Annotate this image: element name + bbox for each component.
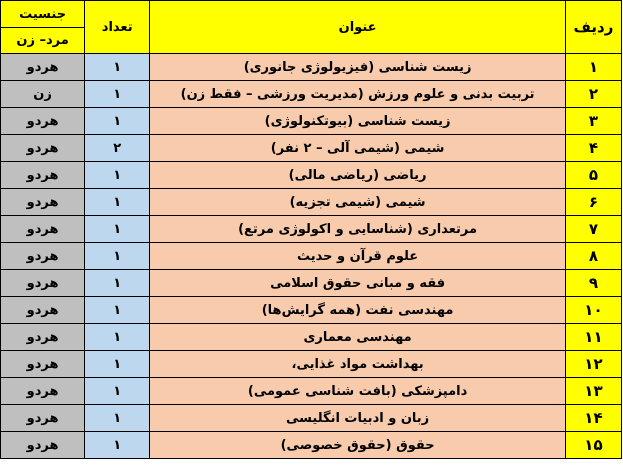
gender-cell: هردو — [1, 162, 85, 189]
header-row-1 — [1, 1, 622, 28]
count-cell: ۱ — [85, 297, 150, 324]
title-cell: زبان و ادبیات انگلیسی — [150, 405, 566, 432]
gender-cell: هردو — [1, 324, 85, 351]
gender-cell: هردو — [1, 108, 85, 135]
gender-cell: هردو — [1, 135, 85, 162]
title-cell: بهداشت مواد غذایی، — [150, 351, 566, 378]
table-row — [1, 216, 622, 243]
title-cell: دامپزشکی (بافت شناسی عمومی) — [150, 378, 566, 405]
header-row-number: ردیف — [565, 1, 621, 54]
header-gender-options: مرد– زن — [1, 28, 85, 54]
count-cell: ۱ — [85, 324, 150, 351]
gender-cell: هردو — [1, 432, 85, 459]
row-number-cell: ۱۵ — [565, 432, 621, 459]
title-cell: شیمی (شیمی تجزیه) — [150, 189, 566, 216]
row-number-cell: ۱۳ — [565, 378, 621, 405]
table-row — [1, 189, 622, 216]
header-title: عنوان — [150, 1, 566, 54]
row-number-cell: ۵ — [565, 162, 621, 189]
table-row — [1, 243, 622, 270]
gender-cell: هردو — [1, 54, 85, 81]
table-body — [1, 54, 622, 459]
gender-cell: هردو — [1, 405, 85, 432]
row-number-cell: ۸ — [565, 243, 621, 270]
table-row — [1, 54, 622, 81]
title-cell: تربیت بدنی و علوم ورزش (مدیریت ورزشی – فقط زن) — [150, 81, 566, 108]
gender-cell: هردو — [1, 216, 85, 243]
count-cell: ۱ — [85, 162, 150, 189]
table-row — [1, 270, 622, 297]
count-cell: ۱ — [85, 81, 150, 108]
count-cell: ۱ — [85, 189, 150, 216]
count-cell: ۱ — [85, 405, 150, 432]
title-cell: مرتعداری (شناسایی و اکولوژی مرتع) — [150, 216, 566, 243]
title-cell: زیست شناسی (فیزیولوژی جانوری) — [150, 54, 566, 81]
count-cell: ۱ — [85, 216, 150, 243]
title-cell: حقوق (حقوق خصوصی) — [150, 432, 566, 459]
count-cell: ۱ — [85, 351, 150, 378]
row-number-cell: ۱۰ — [565, 297, 621, 324]
table-row — [1, 297, 622, 324]
title-cell: زیست شناسی (بیوتکنولوژی) — [150, 108, 566, 135]
count-cell: ۱ — [85, 108, 150, 135]
header-gender: جنسیت — [1, 1, 85, 28]
row-number-cell: ۱۲ — [565, 351, 621, 378]
table-row — [1, 135, 622, 162]
title-cell: مهندسی نفت (همه گرایش‌ها) — [150, 297, 566, 324]
gender-cell: زن — [1, 81, 85, 108]
count-cell: ۱ — [85, 54, 150, 81]
row-number-cell: ۶ — [565, 189, 621, 216]
row-number-cell: ۹ — [565, 270, 621, 297]
table-row — [1, 108, 622, 135]
title-cell: مهندسی معماری — [150, 324, 566, 351]
table-row — [1, 351, 622, 378]
title-cell: علوم قرآن و حدیث — [150, 243, 566, 270]
row-number-cell: ۱۴ — [565, 405, 621, 432]
table-row — [1, 162, 622, 189]
row-number-cell: ۴ — [565, 135, 621, 162]
title-cell: شیمی (شیمی آلی – ۲ نفر) — [150, 135, 566, 162]
gender-cell: هردو — [1, 270, 85, 297]
gender-cell: هردو — [1, 297, 85, 324]
gender-cell: هردو — [1, 378, 85, 405]
row-number-cell: ۱۱ — [565, 324, 621, 351]
title-cell: ریاضی (ریاضی مالی) — [150, 162, 566, 189]
gender-cell: هردو — [1, 351, 85, 378]
count-cell: ۱ — [85, 432, 150, 459]
row-number-cell: ۳ — [565, 108, 621, 135]
title-cell: فقه و مبانی حقوق اسلامی — [150, 270, 566, 297]
row-number-cell: ۲ — [565, 81, 621, 108]
row-number-cell: ۷ — [565, 216, 621, 243]
table-row — [1, 81, 622, 108]
gender-cell: هردو — [1, 243, 85, 270]
row-number-cell: ۱ — [565, 54, 621, 81]
gender-cell: هردو — [1, 189, 85, 216]
count-cell: ۱ — [85, 378, 150, 405]
count-cell: ۱ — [85, 243, 150, 270]
count-cell: ۲ — [85, 135, 150, 162]
table-row — [1, 378, 622, 405]
table-row — [1, 324, 622, 351]
table-row — [1, 432, 622, 459]
table-row — [1, 405, 622, 432]
header-count: تعداد — [85, 1, 150, 54]
count-cell: ۱ — [85, 270, 150, 297]
